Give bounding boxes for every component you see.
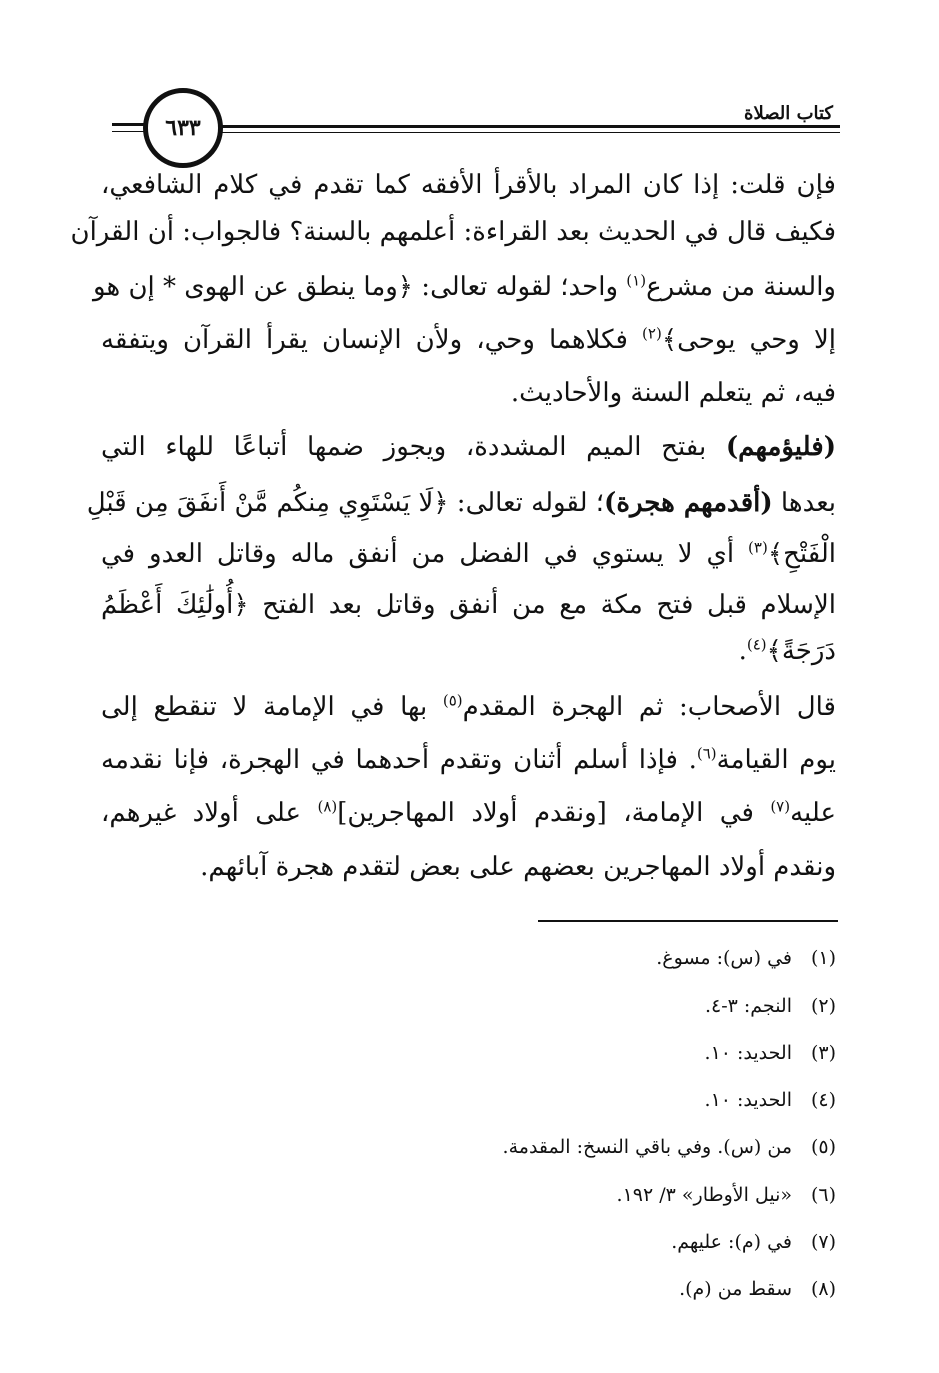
text-run: الْفَتْحِ﴾ [767,539,836,569]
footnote-number: (٧) [810,1231,836,1253]
footnote-text: النجم: ٣-٤. [704,995,792,1017]
footnote-ref[interactable]: (٧) [770,797,791,816]
footnote-text: من (س). وفي باقي النسخ: المقدمة. [502,1136,792,1158]
footnote-item [416,1040,836,1066]
text-line [101,168,836,202]
text-line [101,634,836,668]
text-run: . [738,636,747,666]
footnote-text: في (س): مسوغ. [656,947,792,969]
text-run: في الإمامة، [ونقدم أولاد المهاجرين] [337,798,771,828]
text-run: عليه [790,798,836,828]
footnote-text: في (م): عليهم. [671,1231,792,1253]
footnote-item [416,1276,836,1302]
footnote-ref[interactable]: (١) [626,271,647,290]
footnote-ref[interactable]: (٦) [696,744,717,763]
text-line [93,270,836,304]
header-rule-right-thin [220,132,840,133]
running-header-title: كتاب الصلاة [738,103,839,124]
header-rule-right [220,125,840,128]
text-line [70,215,836,249]
footnote-ref[interactable]: (٣) [748,538,768,557]
footnote-text: «نيل الأوطار» ٣/ ١٩٢. [616,1184,792,1206]
text-line [101,690,836,724]
text-line [101,850,836,884]
footnote-ref[interactable]: (٢) [642,324,662,343]
text-run: فيه، ثم يتعلم السنة والأحاديث. [510,378,836,408]
footnote-number: (٨) [810,1278,836,1300]
footnote-number: (١) [810,947,836,969]
text-line [86,486,836,520]
text-run: بها في الإمامة لا تنقطع إلى [101,692,443,722]
text-line [101,376,836,410]
page-number: ٦٣٣ [143,88,223,168]
footnote-text: الحديد: ١٠. [704,1042,792,1064]
text-run: أي لا يستوي في الفضل من أنفق ماله وقاتل العدو في [101,539,749,569]
text-run: على أولاد غيرهم، [101,798,318,828]
text-line [101,537,836,571]
footnote-item [416,993,836,1019]
text-run: قال الأصحاب: ثم الهجرة المقدم [462,692,836,722]
bold-term: (فليؤمهم) [725,432,836,462]
text-run: ؛ لقوله تعالى: ﴿لَا يَسْتَوِي مِنكُم مَّنْ أَنفَقَ مِن قَبْلِ [86,488,605,518]
footnote-item [416,1134,836,1160]
footnote-number: (٢) [810,995,836,1017]
footnote-number: (٣) [810,1042,836,1064]
text-run: الإسلام قبل فتح مكة مع من أنفق وقاتل بعد الفتح ﴿أُولَٰئِكَ أَعْظَمُ [101,590,836,620]
footnote-ref[interactable]: (٤) [746,635,767,654]
footnote-item [416,1182,836,1208]
text-run: ونقدم أولاد المهاجرين بعضهم على بعض لتقدم هجرة آبائهم. [200,852,836,882]
text-run: والسنة من مشرع [646,272,836,302]
text-run: بعدها [772,488,836,518]
text-line [101,743,836,777]
text-line [101,588,836,622]
text-run: إلا وحي يوحى﴾ [661,325,836,355]
text-run: دَرَجَةً﴾ [766,636,836,666]
footnote-text: سقط من (م). [679,1278,792,1300]
text-run: . فإذا أسلم أثنان وتقدم أحدهما في الهجرة، فإنا نقدمه [101,745,697,775]
text-run: فإن قلت: إذا كان المراد بالأقرأ الأفقه كما تقدم في كلام الشافعي، [101,170,836,200]
footnote-separator [538,920,838,922]
text-line [101,796,836,830]
footnote-ref[interactable]: (٨) [317,797,338,816]
text-line [101,323,836,357]
footnote-item [416,1229,836,1255]
text-run: واحد؛ لقوله تعالى: ﴿وما ينطق عن الهوى * إن هو [93,272,627,302]
text-run: بفتح الميم المشددة، ويجوز ضمها أتباعًا للهاء التي [101,432,726,462]
footnote-item [416,1087,836,1113]
footnote-text: الحديد: ١٠. [704,1089,792,1111]
footnote-item [416,945,836,971]
text-run: فكيف قال في الحديث بعد القراءة: أعلمهم بالسنة؟ فالجواب: أن القرآن [70,217,836,247]
footnote-number: (٤) [810,1089,836,1111]
text-run: يوم القيامة [716,745,836,775]
text-run: فكلاهما وحي، ولأن الإنسان يقرأ القرآن ويتفقه [101,325,643,355]
footnote-number: (٥) [810,1136,836,1158]
text-line [101,430,836,464]
footnote-number: (٦) [810,1184,836,1206]
footnote-ref[interactable]: (٥) [442,691,463,710]
bold-term: (أقدمهم هجرة) [604,488,773,518]
